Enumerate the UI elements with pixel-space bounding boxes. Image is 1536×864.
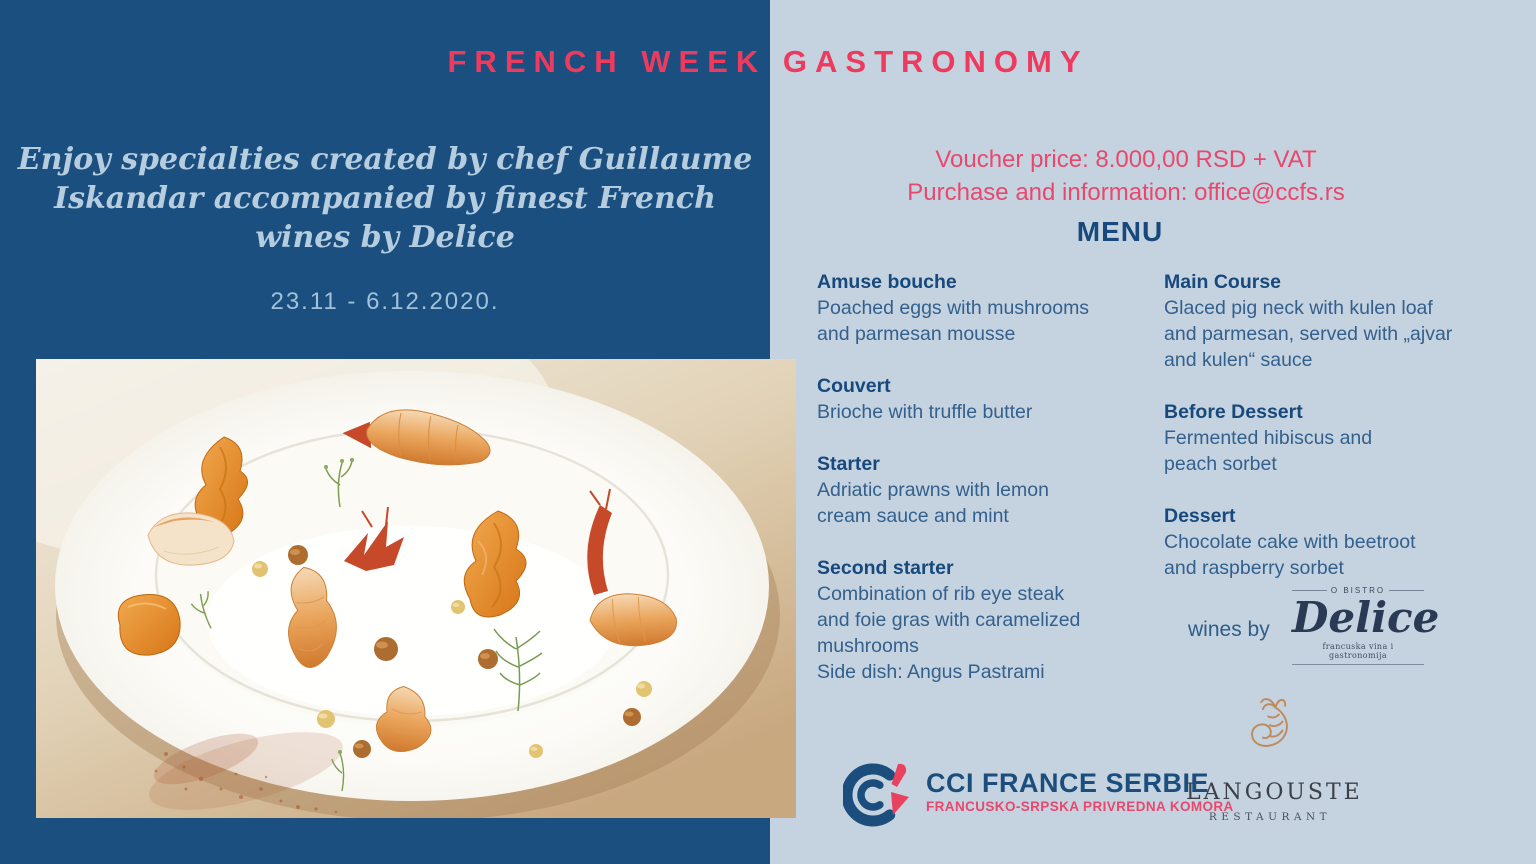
- menu-line: Combination of rib eye steak: [817, 583, 1065, 605]
- menu-section-heading: Couvert: [817, 375, 891, 397]
- menu-title: MENU: [1076, 216, 1164, 247]
- menu-section: [1164, 399, 1504, 477]
- menu-line: Brioche with truffle butter: [817, 401, 1033, 423]
- cci-logo: [843, 761, 1234, 834]
- cci-icon: [843, 761, 915, 834]
- wines-by-label: wines by: [1188, 618, 1270, 641]
- menu-line: and parmesan, served with „ajvar: [1164, 323, 1453, 345]
- headline-line: Enjoy specialties created by chef Guillaume: [17, 142, 753, 177]
- event-dates: 23.11 - 6.12.2020.: [270, 288, 500, 315]
- menu-column-left: [817, 269, 1157, 711]
- delice-logo: [1292, 586, 1440, 665]
- menu-section: [817, 269, 1157, 347]
- menu-line: peach sorbet: [1164, 453, 1277, 475]
- menu-line: and foie gras with caramelized: [817, 609, 1081, 631]
- menu-line: mushrooms: [817, 635, 919, 657]
- menu-line: Side dish: Angus Pastrami: [817, 661, 1045, 683]
- menu-line: Poached eggs with mushrooms: [817, 297, 1090, 319]
- menu-section-heading: Dessert: [1164, 505, 1236, 527]
- menu-section: [1164, 269, 1504, 373]
- voucher-info: [780, 143, 1472, 209]
- menu-line: Glaced pig neck with kulen loaf: [1164, 297, 1433, 319]
- menu-line: and kulen“ sauce: [1164, 349, 1313, 371]
- menu-section: [817, 373, 1157, 425]
- langouste-name: LANGOUSTE: [1186, 780, 1363, 805]
- menu-line: Chocolate cake with beetroot: [1164, 531, 1416, 553]
- menu-line: and raspberry sorbet: [1164, 557, 1344, 579]
- prawn-icon: [1241, 746, 1299, 763]
- langouste-subtitle: RESTAURANT: [1208, 811, 1332, 823]
- delice-subtitle: francuska vina i gastronomija: [1292, 642, 1424, 665]
- divider: [1389, 590, 1424, 591]
- divider: [1292, 590, 1327, 591]
- headline-line: Iskandar accompanied by finest French: [54, 181, 716, 216]
- menu-section-heading: Main Course: [1164, 271, 1282, 293]
- purchase-info: Purchase and information: office@ccfs.rs: [907, 179, 1345, 206]
- dish-photo: [36, 359, 796, 818]
- headline: [0, 140, 770, 257]
- menu-section: [817, 451, 1157, 529]
- page-title: FRENCH WEEK GASTRONOMY: [447, 44, 1089, 79]
- menu-section-heading: Second starter: [817, 557, 954, 579]
- delice-wordmark: Delice: [1292, 593, 1440, 642]
- menu-section-heading: Amuse bouche: [817, 271, 957, 293]
- menu-section-heading: Before Dessert: [1164, 401, 1303, 423]
- menu-section: [1164, 503, 1504, 581]
- cci-name: CCI FRANCE SERBIE: [926, 768, 1210, 798]
- menu-line: and parmesan mousse: [817, 323, 1016, 345]
- delice-tagline: O BISTRO: [1330, 586, 1386, 595]
- menu-line: Fermented hibiscus and: [1164, 427, 1373, 449]
- voucher-price: Voucher price: 8.000,00 RSD + VAT: [935, 146, 1317, 173]
- menu-section: [817, 555, 1157, 685]
- menu-line: cream sauce and mint: [817, 505, 1009, 527]
- headline-line: wines by Delice: [255, 220, 515, 255]
- cci-subtitle: FRANCUSKO-SRPSKA PRIVREDNA KOMORA: [926, 799, 1234, 814]
- menu-column-right: [1164, 269, 1504, 607]
- plated-prawns-illustration: [36, 359, 796, 818]
- langouste-logo: [1186, 695, 1363, 823]
- menu-section-heading: Starter: [817, 453, 880, 475]
- menu-line: Adriatic prawns with lemon: [817, 479, 1049, 501]
